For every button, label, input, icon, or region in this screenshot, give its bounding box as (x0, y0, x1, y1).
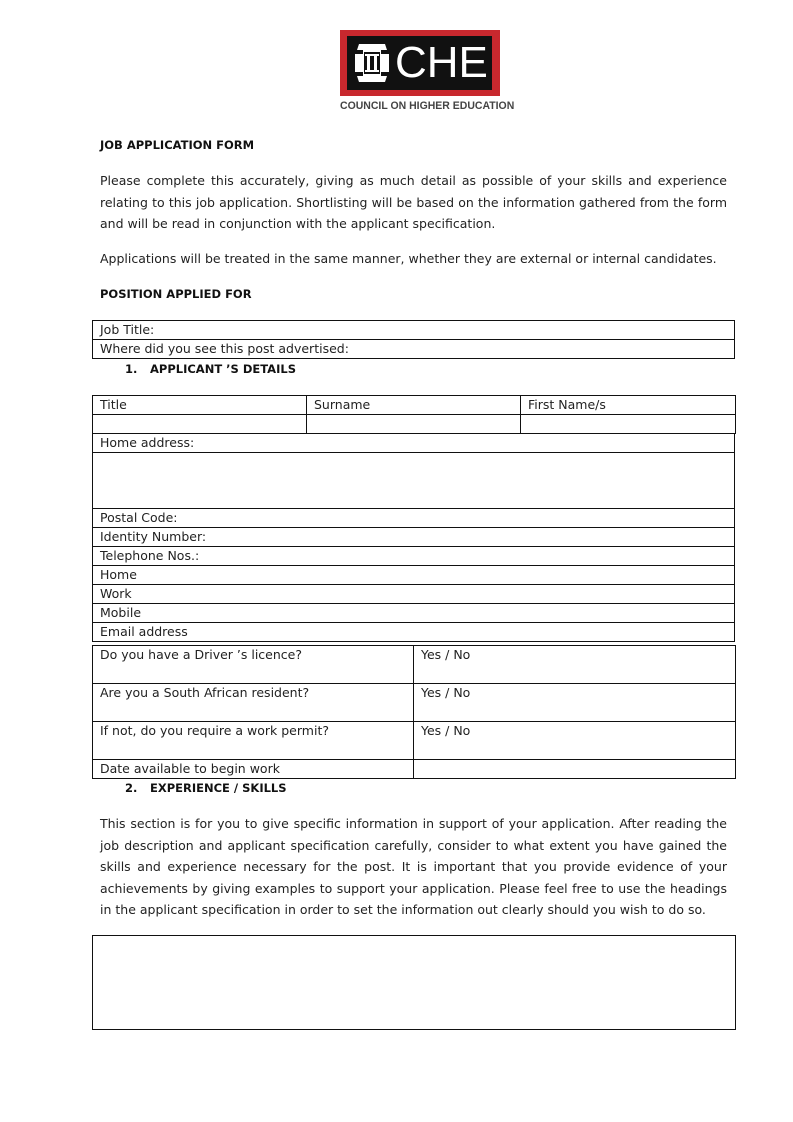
date-available-input[interactable] (414, 760, 736, 779)
logo-inner (347, 36, 492, 90)
work-permit-answer[interactable]: Yes / No (414, 722, 736, 760)
section2-paragraph: This section is for you to give specific information in support of your application. After reading the job description and applicant specification carefully, consider to what extent you have gained the skills and experience necessary for the post. It is important that you provide evidence of your achievements by giving examples to support your application. Please feel free to use the headings in the applicant specification in order to set the information out clearly should you wish to do so. (100, 816, 727, 917)
surname-input[interactable] (307, 415, 521, 434)
sa-resident-question: Are you a South African resident? (93, 684, 414, 722)
advertised-field[interactable]: Where did you see this post advertised: (93, 340, 735, 359)
home-address-label: Home address: (93, 434, 735, 453)
identity-number-field[interactable]: Identity Number: (93, 528, 735, 547)
sa-resident-answer[interactable]: Yes / No (414, 684, 736, 722)
date-available-label: Date available to begin work (93, 760, 414, 779)
position-heading: POSITION APPLIED FOR (100, 287, 252, 301)
title-input[interactable] (93, 415, 307, 434)
form-title: JOB APPLICATION FORM (100, 138, 255, 152)
section2-title: EXPERIENCE / SKILLS (150, 781, 287, 795)
job-title-field[interactable]: Job Title: (93, 321, 735, 340)
logo-wordmark: CHE (395, 38, 488, 87)
section2-number: 2. (125, 781, 138, 795)
col-title-label: Title (93, 396, 307, 415)
drivers-licence-answer[interactable]: Yes / No (414, 646, 736, 684)
section1-number: 1. (125, 362, 138, 376)
intro-paragraph-2: Applications will be treated in the same manner, whether they are external or internal candidates. (100, 251, 717, 266)
email-field[interactable]: Email address (93, 623, 735, 642)
questions-table (92, 645, 736, 779)
che-seal-icon (351, 40, 393, 86)
section1-title: APPLICANT ’S DETAILS (150, 362, 296, 376)
experience-textarea[interactable] (92, 935, 736, 1030)
telephone-label: Telephone Nos.: (93, 547, 735, 566)
contact-table (92, 433, 735, 642)
drivers-licence-question: Do you have a Driver ’s licence? (93, 646, 414, 684)
col-first-name-label: First Name/s (521, 396, 736, 415)
applicant-name-table (92, 395, 736, 434)
work-phone-field[interactable]: Work (93, 585, 735, 604)
first-name-input[interactable] (521, 415, 736, 434)
work-permit-question: If not, do you require a work permit? (93, 722, 414, 760)
logo-subtitle: COUNCIL ON HIGHER EDUCATION (340, 100, 515, 112)
che-logo (340, 30, 500, 96)
postal-code-field[interactable]: Postal Code: (93, 509, 735, 528)
col-surname-label: Surname (307, 396, 521, 415)
home-phone-field[interactable]: Home (93, 566, 735, 585)
home-address-input[interactable] (93, 453, 735, 509)
intro-paragraph-1: Please complete this accurately, giving as much detail as possible of your skills and experience relating to this job application. Shortlisting will be based on the information gathered from the form and will be read in conjunction with the applicant specification. (100, 173, 727, 231)
mobile-phone-field[interactable]: Mobile (93, 604, 735, 623)
position-table (92, 320, 735, 359)
